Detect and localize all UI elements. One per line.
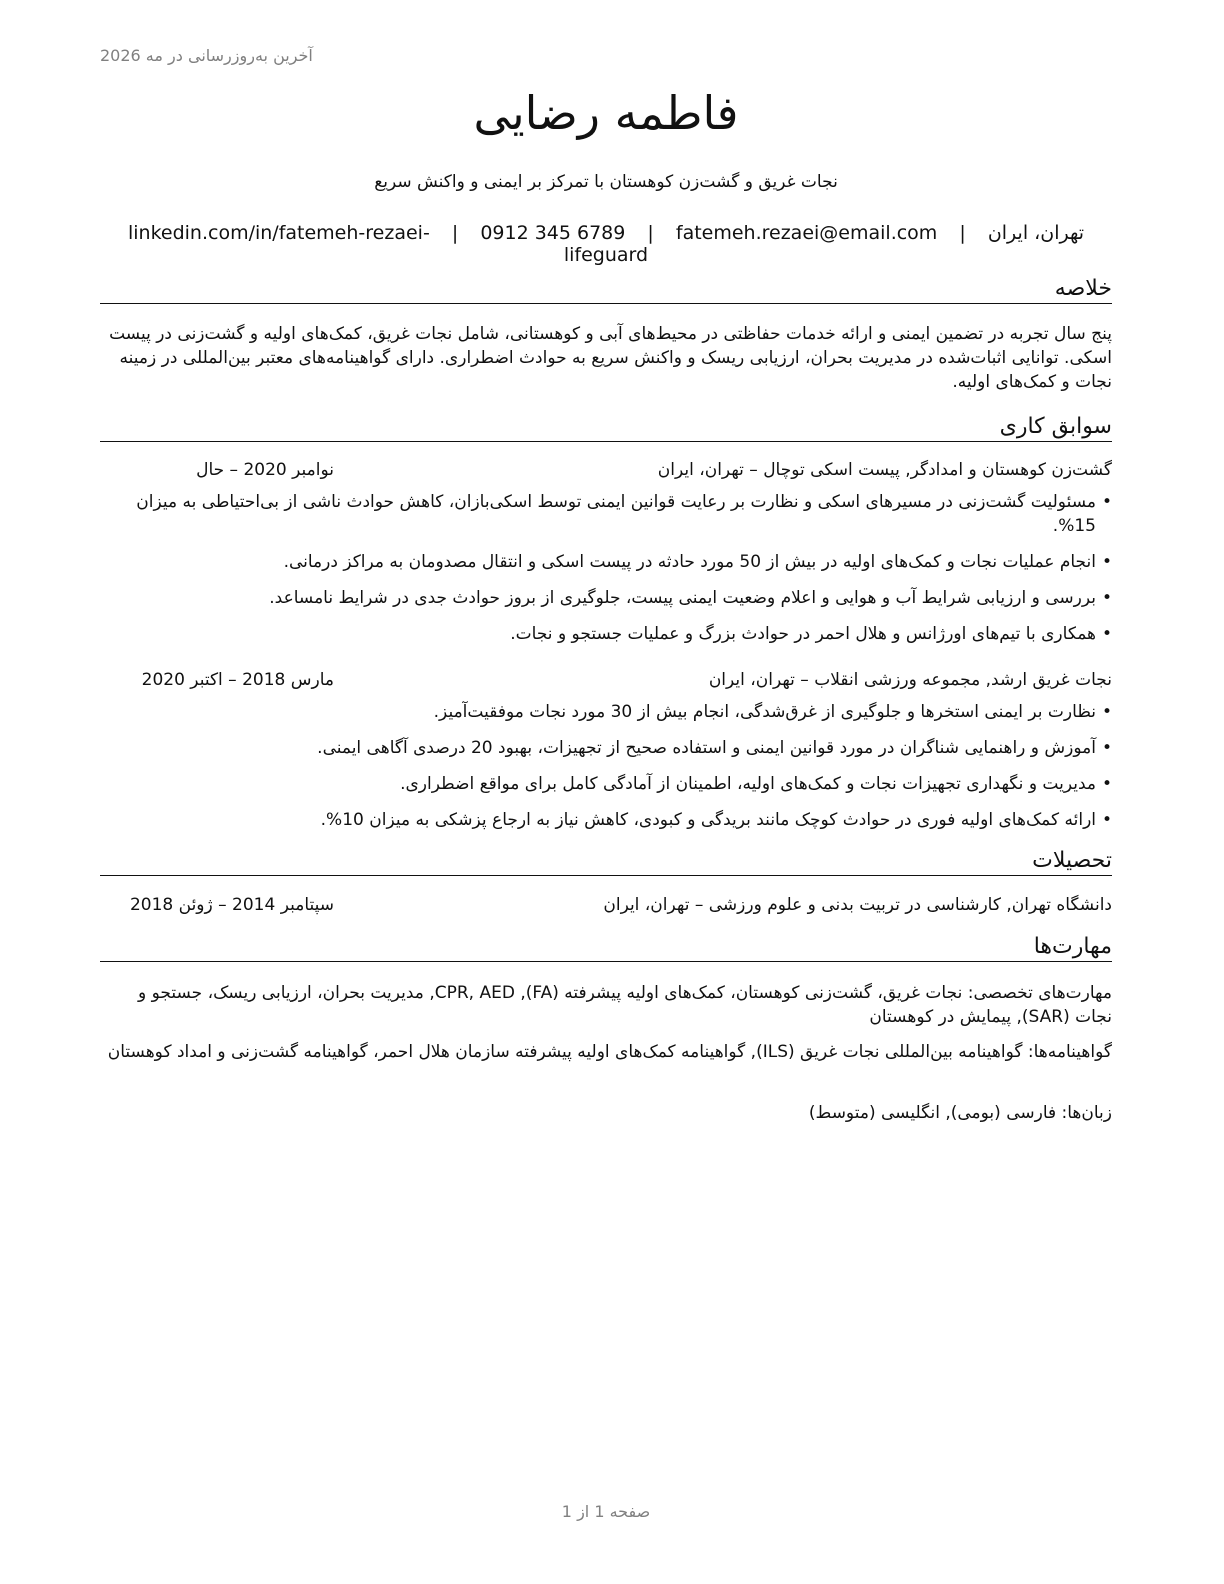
last-updated-note: آخرین به‌روزرسانی در مه 2026 xyxy=(100,46,313,65)
experience-heading: سوابق کاری xyxy=(100,414,1112,442)
job-title: گشت‌زن کوهستان و امدادگر, پیست اسکی توچال – تهران، ایران xyxy=(657,460,1112,480)
job-title: نجات غریق ارشد, مجموعه ورزشی انقلاب – تهران، ایران xyxy=(708,670,1112,690)
job-heading xyxy=(100,670,1112,690)
list-item: • همکاری با تیم‌های اورژانس و هلال احمر در حوادث بزرگ و عملیات جستجو و نجات. xyxy=(100,622,1112,646)
contact-separator: | xyxy=(451,222,459,244)
list-item: • بررسی و ارزیابی شرایط آب و هوایی و اعلام وضعیت ایمنی پیست، جلوگیری از بروز حوادث جدی در شرایط نامساعد. xyxy=(100,586,1112,610)
contact-email[interactable]: fatemeh.rezaei@email.com xyxy=(675,222,938,244)
list-item: • نظارت بر ایمنی استخرها و جلوگیری از غرق‌شدگی، انجام بیش از 30 مورد نجات موفقیت‌آمیز. xyxy=(100,700,1112,724)
list-item: • ارائه کمک‌های اولیه فوری در حوادث کوچک مانند بریدگی و کبودی، کاهش نیاز به ارجاع پزشکی به میزان 10%. xyxy=(100,808,1112,832)
candidate-name: فاطمه رضایی xyxy=(473,86,739,140)
contact-linkedin[interactable]: linkedin.com/in/fatemeh-rezaei-lifeguard xyxy=(127,222,649,266)
summary-heading: خلاصه xyxy=(100,276,1112,304)
list-item: • مسئولیت گشت‌زنی در مسیرهای اسکی و نظارت بر رعایت قوانین ایمنی توسط اسکی‌بازان، کاهش حوادث ناشی از بی‌احتیاطی به میزان 15%. xyxy=(100,490,1112,538)
contact-separator: | xyxy=(959,222,966,244)
resume-page xyxy=(100,0,1112,1584)
list-item: • انجام عملیات نجات و کمک‌های اولیه در بیش از 50 مورد حادثه در پیست اسکی و انتقال مصدومان به مراکز درمانی. xyxy=(100,550,1112,574)
education-dates: سپتامبر 2014 – ژوئن 2018 xyxy=(129,895,334,915)
job-bullets xyxy=(100,490,1112,658)
contact-separator: | xyxy=(647,222,654,244)
education-title: دانشگاه تهران, کارشناسی در تربیت بدنی و علوم ورزشی – تهران، ایران xyxy=(603,895,1112,915)
page-number: صفحه 1 از 1 xyxy=(561,1502,651,1521)
job-dates: مارس 2018 – اکتبر 2020 xyxy=(141,670,334,690)
contact-line xyxy=(100,222,1112,266)
contact-phone[interactable]: 0912 345 6789 xyxy=(480,222,626,244)
skills-certificates: گواهینامه‌ها: گواهینامه بین‌المللی نجات غریق (ILS), گواهینامه کمک‌های اولیه پیشرفته سازمان هلال احمر، گواهینامه گشت‌زنی و امداد کوهستان xyxy=(107,1042,1112,1062)
summary-text: پنج سال تجربه در تضمین ایمنی و ارائه خدمات حفاظتی در محیط‌های آبی و کوهستانی، شامل نجات غریق، کمک‌های اولیه و گشت‌زنی در پیست اسکی. توانایی اثبات‌شده در مدیریت بحران، ارزیابی ریسک و واکنش سریع به حوادث اضطراری. دارای گواهینامه‌های معتبر بین‌المللی در زمینه نجات و کمک‌های اولیه. xyxy=(109,324,1112,392)
skills-specialties: مهارت‌های تخصصی: نجات غریق، گشت‌زنی کوهستان، کمک‌های اولیه پیشرفته (FA), CPR, AED, مدیریت بحران، ارزیابی ریسک، جستجو و نجات (SAR), پیمایش در کوهستان xyxy=(138,983,1112,1027)
list-item: • آموزش و راهنمایی شناگران در مورد قوانین ایمنی و استفاده صحیح از تجهیزات، بهبود 20 درصدی آگاهی ایمنی. xyxy=(100,736,1112,760)
job-bullets xyxy=(100,700,1112,844)
contact-location: تهران، ایران xyxy=(987,222,1085,244)
education-entry xyxy=(100,895,1112,915)
education-heading: تحصیلات xyxy=(100,848,1112,876)
candidate-tagline: نجات غریق و گشت‌زن کوهستان با تمرکز بر ایمنی و واکنش سریع xyxy=(374,172,838,192)
job-dates: نوامبر 2020 – حال xyxy=(196,460,334,480)
skills-languages: زبان‌ها: فارسی (بومی), انگلیسی (متوسط) xyxy=(808,1103,1112,1123)
skills-heading: مهارت‌ها xyxy=(100,934,1112,962)
job-heading xyxy=(100,460,1112,480)
list-item: • مدیریت و نگهداری تجهیزات نجات و کمک‌های اولیه، اطمینان از آمادگی کامل برای مواقع اضطراری. xyxy=(100,772,1112,796)
